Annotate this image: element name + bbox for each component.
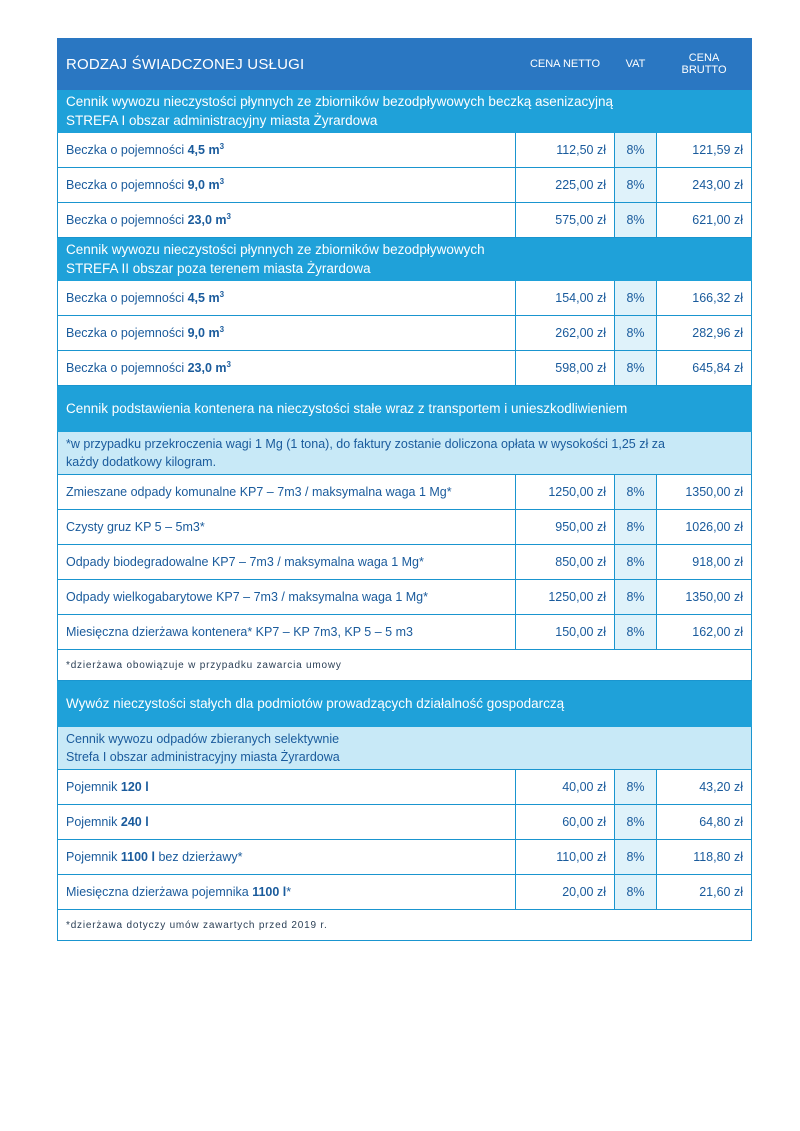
service-label: Odpady biodegradowalne KP7 – 7m3 / maksymalna waga 1 Mg* [58, 545, 516, 580]
footnote-row [58, 650, 752, 681]
section-title-strefa-2 [58, 238, 752, 281]
price-netto: 598,00 zł [516, 351, 615, 386]
service-label: Beczka o pojemności 23,0 $m^3$ [58, 203, 516, 238]
service-label: Beczka o pojemności 4,5 $m^3$ [58, 281, 516, 316]
price-brutto: 21,60 zł [657, 875, 752, 910]
table-row [58, 281, 752, 316]
price-netto: 850,00 zł [516, 545, 615, 580]
price-brutto: 1026,00 zł [657, 510, 752, 545]
price-netto: 110,00 zł [516, 840, 615, 875]
service-label: Miesięczna dzierżawa pojemnika 1100 l* [58, 875, 516, 910]
vat-rate: 8% [615, 351, 657, 386]
price-netto: 1250,00 zł [516, 475, 615, 510]
header-vat: VAT [615, 39, 657, 90]
table-row [58, 133, 752, 168]
price-brutto: 43,20 zł [657, 770, 752, 805]
vat-rate: 8% [615, 510, 657, 545]
service-label: Beczka o pojemności 9,0 $m^3$ [58, 316, 516, 351]
footnote: *dzierżawa obowiązuje w przypadku zawarcia umowy [58, 650, 752, 681]
section-title-line: Cennik wywozu nieczystości płynnych ze zbiorników bezodpływowych beczką asenizacyjną [66, 94, 614, 109]
section-title-strefa-1 [58, 90, 752, 133]
vat-rate: 8% [615, 133, 657, 168]
note-line: Cennik wywozu odpadów zbieranych selektywnie [66, 732, 340, 746]
price-brutto: 1350,00 zł [657, 580, 752, 615]
price-brutto: 621,00 zł [657, 203, 752, 238]
vat-rate: 8% [615, 770, 657, 805]
price-netto: 112,50 zł [516, 133, 615, 168]
note-line: Strefa I obszar administracyjny miasta Żyrardowa [66, 750, 340, 764]
header-netto: CENA NETTO [516, 39, 615, 90]
section-title-dzialalnosc [58, 681, 752, 727]
header-title: RODZAJ ŚWIADCZONEJ USŁUGI [58, 39, 516, 90]
price-brutto: 282,96 zł [657, 316, 752, 351]
service-label: Zmieszane odpady komunalne KP7 – 7m3 / maksymalna waga 1 Mg* [58, 475, 516, 510]
vat-rate: 8% [615, 615, 657, 650]
section-note [58, 727, 752, 770]
vat-rate: 8% [615, 316, 657, 351]
service-label: Miesięczna dzierżawa kontenera* KP7 – KP 7m3, KP 5 – 5 m3 [58, 615, 516, 650]
section-title: Wywóz nieczystości stałych dla podmiotów prowadzących działalność gospodarczą [58, 681, 752, 727]
vat-rate: 8% [615, 168, 657, 203]
price-brutto: 645,84 zł [657, 351, 752, 386]
service-label: Czysty gruz KP 5 – 5m3* [58, 510, 516, 545]
price-brutto: 64,80 zł [657, 805, 752, 840]
note-line: każdy dodatkowy kilogram. [66, 455, 217, 469]
section-title-line: STREFA I obszar administracyjny miasta Żyrardowa [66, 113, 378, 128]
price-brutto: 121,59 zł [657, 133, 752, 168]
vat-rate: 8% [615, 840, 657, 875]
vat-rate: 8% [615, 875, 657, 910]
price-netto: 575,00 zł [516, 203, 615, 238]
price-brutto: 118,80 zł [657, 840, 752, 875]
note-line: *w przypadku przekroczenia wagi 1 Mg (1 tona), do faktury zostanie doliczona opłata w wysokości 1,25 zł za [66, 437, 665, 451]
footnote-row [58, 910, 752, 941]
table-row [58, 580, 752, 615]
service-label: Odpady wielkogabarytowe KP7 – 7m3 / maksymalna waga 1 Mg* [58, 580, 516, 615]
table-row [58, 203, 752, 238]
section-title-kontener [58, 386, 752, 432]
section-title: Cennik podstawienia kontenera na nieczystości stałe wraz z transportem i unieszkodliwieniem [58, 386, 752, 432]
price-list-sheet [57, 38, 751, 941]
service-label: Beczka o pojemności 23,0 $m^3$ [58, 351, 516, 386]
vat-rate: 8% [615, 805, 657, 840]
price-brutto: 1350,00 zł [657, 475, 752, 510]
section-title-line: STREFA II obszar poza terenem miasta Żyrardowa [66, 261, 371, 276]
table-row [58, 351, 752, 386]
service-label: Pojemnik 1100 l bez dzierżawy* [58, 840, 516, 875]
price-netto: 262,00 zł [516, 316, 615, 351]
vat-rate: 8% [615, 475, 657, 510]
price-netto: 60,00 zł [516, 805, 615, 840]
price-netto: 154,00 zł [516, 281, 615, 316]
vat-rate: 8% [615, 281, 657, 316]
price-table [57, 38, 752, 941]
price-netto: 20,00 zł [516, 875, 615, 910]
section-title-line: Cennik wywozu nieczystości płynnych ze zbiorników bezodpływowych [66, 242, 485, 257]
price-netto: 950,00 zł [516, 510, 615, 545]
table-row [58, 805, 752, 840]
service-label: Pojemnik 240 l [58, 805, 516, 840]
price-brutto: 918,00 zł [657, 545, 752, 580]
section-note [58, 432, 752, 475]
table-row [58, 510, 752, 545]
price-netto: 150,00 zł [516, 615, 615, 650]
price-brutto: 162,00 zł [657, 615, 752, 650]
table-row [58, 875, 752, 910]
table-row [58, 545, 752, 580]
service-label: Pojemnik 120 l [58, 770, 516, 805]
footnote: *dzierżawa dotyczy umów zawartych przed 2019 r. [58, 910, 752, 941]
service-label: Beczka o pojemności 4,5 $m^3$ [58, 133, 516, 168]
price-brutto: 166,32 zł [657, 281, 752, 316]
vat-rate: 8% [615, 203, 657, 238]
price-netto: 225,00 zł [516, 168, 615, 203]
table-row [58, 168, 752, 203]
table-row [58, 615, 752, 650]
table-row [58, 770, 752, 805]
header-brutto: CENA BRUTTO [657, 39, 752, 90]
table-header [58, 39, 752, 90]
vat-rate: 8% [615, 545, 657, 580]
vat-rate: 8% [615, 580, 657, 615]
price-brutto: 243,00 zł [657, 168, 752, 203]
table-row [58, 840, 752, 875]
table-row [58, 316, 752, 351]
service-label: Beczka o pojemności 9,0 $m^3$ [58, 168, 516, 203]
price-netto: 1250,00 zł [516, 580, 615, 615]
table-row [58, 475, 752, 510]
price-netto: 40,00 zł [516, 770, 615, 805]
